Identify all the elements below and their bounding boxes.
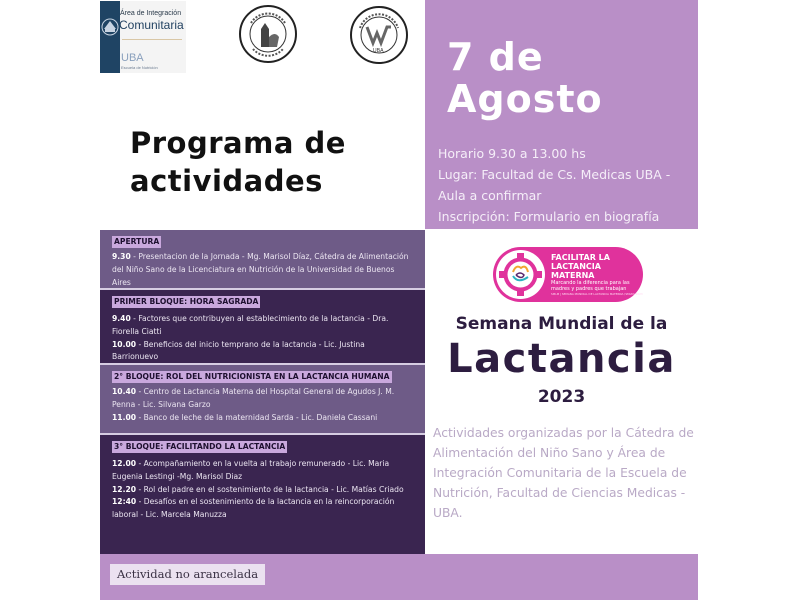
asociacion-estudiantes-nutricion-seal-icon — [350, 6, 408, 64]
program-item — [112, 251, 413, 289]
event-name-line-1: Semana Mundial de la — [455, 314, 668, 334]
item-time: 10.00 — [112, 339, 137, 349]
event-date-line-1: 7 de — [447, 35, 544, 79]
event-date — [447, 36, 603, 120]
badge-title — [551, 253, 610, 280]
program-block-segundo-bloque — [100, 365, 425, 435]
facultad-medicina-seal-icon — [239, 5, 297, 63]
smlm-campaign-badge — [493, 247, 643, 302]
program-item — [112, 496, 413, 522]
area-integracion-comunitaria-logo — [100, 1, 186, 73]
gear-icon — [496, 250, 545, 299]
item-time: 11.00 — [112, 412, 137, 422]
svg-text:UBA: UBA — [373, 48, 384, 54]
item-time: 12.00 — [112, 459, 137, 468]
item-text: - Acompañamiento en la vuelta al trabajo remunerado - Lic. Maria Eugenia Lestingi -Mg. Marisol Diaz — [112, 459, 390, 481]
logo-band — [100, 1, 120, 73]
badge-title-line-1: FACILITAR LA — [551, 253, 610, 262]
event-schedule: Horario 9.30 a 13.00 hs — [438, 146, 586, 161]
block-heading: 2° BLOQUE: ROL DEL NUTRICIONISTA EN LA LACTANCIA HUMANA — [114, 372, 390, 381]
event-year: 2023 — [537, 387, 586, 407]
program-block-tercer-bloque — [100, 435, 425, 554]
free-activity-label: Actividad no arancelada — [110, 564, 265, 585]
item-time: 10.40 — [112, 387, 137, 396]
program-item — [112, 386, 413, 412]
event-name-line-2: Lactancia — [447, 336, 676, 382]
program-item — [112, 412, 413, 425]
logo-line-4: Escuela de Nutrición — [121, 65, 158, 70]
item-text: - Banco de leche de la maternidad Sarda - Lic. Daniela Cassani — [136, 412, 378, 422]
program-block-apertura — [100, 230, 425, 290]
logo-line-1: Área de Integración — [120, 10, 182, 17]
logo-line-3: UBA — [121, 52, 144, 64]
event-date-line-2: Agosto — [447, 77, 603, 121]
program-block-primer-bloque — [100, 290, 425, 365]
block-heading: APERTURA — [114, 237, 160, 246]
logo-line-2: Comunitaria — [119, 18, 184, 32]
program-item — [112, 458, 413, 484]
program-item — [112, 484, 413, 497]
item-time: 12.20 — [112, 484, 137, 494]
event-registration: Inscripción: Formulario en biografía — [438, 209, 660, 224]
item-time: 12:40 — [112, 497, 137, 507]
logo-divider — [122, 39, 182, 40]
item-text: - Desafíos en el sostenimiento de la lactancia en la reincorporación laboral - Lic. Marcela Manuzza — [112, 497, 395, 520]
item-time: 9.40 — [112, 314, 131, 323]
program-item — [112, 313, 413, 339]
block-heading: PRIMER BLOQUE: HORA SAGRADA — [114, 297, 259, 306]
event-location: Lugar: Facultad de Cs. Medicas UBA - — [438, 167, 671, 182]
item-text: - Beneficios del inicio temprano de la lactancia - Lic. Justina Barrionuevo — [112, 339, 365, 362]
footer-bar — [100, 554, 698, 600]
program-title-line-2: actividades — [130, 164, 323, 198]
program-title — [130, 124, 420, 200]
item-text: - Factores que contribuyen al establecimiento de la lactancia - Dra. Fiorella Ciatti — [112, 314, 389, 336]
program-title-line-1: Programa de — [130, 126, 346, 160]
item-text: - Rol del padre en el sostenimiento de la lactancia - Lic. Matías Criado — [136, 484, 404, 494]
event-poster — [100, 0, 698, 600]
item-text: - Centro de Lactancia Materna del Hospital General de Agudos J. M. Penna - Lic. Silvana Garzo — [112, 387, 395, 409]
organizers-text: Actividades organizadas por la Cátedra de Alimentación del Niño Sano y Área de Integración Comunitaria de la Escuela de Nutrición, Facultad de Ciencias Medicas -UBA. — [433, 426, 694, 520]
event-details — [438, 143, 670, 227]
item-text: - Presentacion de la Jornada - Mg. Marisol Díaz, Cátedra de Alimentación del Niño Sano de la Licenciatura en Nutrición de la Universidad de Buenos Aires — [112, 252, 409, 287]
item-time: 9.30 — [112, 252, 131, 261]
block-heading: 3° BLOQUE: FACILITANDO LA LACTANCIA — [114, 442, 286, 451]
event-room: Aula a confirmar — [438, 188, 542, 203]
badge-title-line-3: MATERNA — [551, 271, 595, 280]
uba-emblem-icon — [101, 7, 119, 67]
date-panel — [425, 0, 698, 229]
badge-title-line-2: LACTANCIA — [551, 262, 601, 271]
program-item — [112, 339, 413, 365]
badge-subtitle: Marcando la diferencia para las madres y padres que trabajan — [551, 280, 630, 292]
badge-fine-print: SMLM | SEMANA MUNDIAL DE LACTANCIA MATERNA (SMLM) 2023 — [551, 292, 643, 296]
